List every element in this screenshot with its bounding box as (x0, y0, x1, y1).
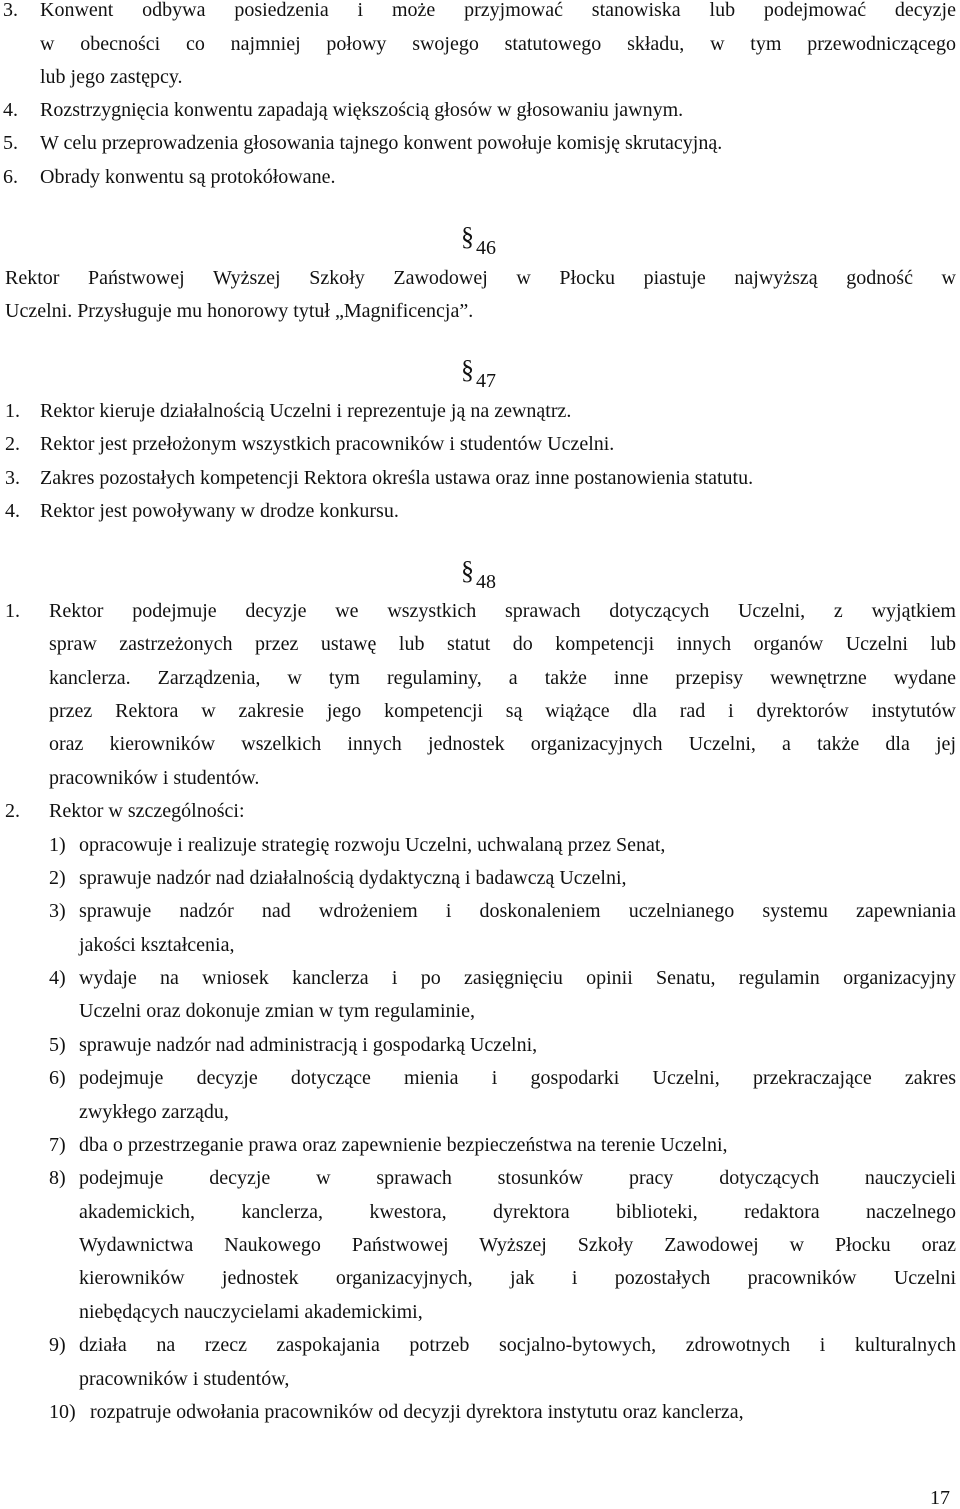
section-heading-47: § 47 (461, 355, 496, 392)
page-number: 17 (930, 1487, 950, 1509)
section-sign-icon: § (461, 556, 474, 585)
section-heading-46: § 46 (461, 222, 496, 259)
section-sign-icon: § (461, 355, 474, 384)
document-page: 3. Konwent odbywa posiedzenia i może przyjmować stanowiska lub podejmować decyzje w obecności co najmniej połowy swojego statutowego składu, w tym przewodniczącego lub jego zastępcy. 4. Rozstrzygnięcia konwentu zapadają większością głosów w głosowaniu jawnym. 5. W celu przeprowadzenia głosowania tajnego konwent powołuje komisję skrutacyjną. 6. Obrady konwentu są protokółowane. § 46 Rektor Państwowej Wyższej Szkoły Zawodowej w Płocku piastuje najwyższą godność w Uczelni. Przysługuje mu honorowy tytuł „Magnificencja”. § 47 1. Rektor kieruje działalnością Uczelni i reprezentuje ją na zewnątrz. 2. Rektor jest przełożonym wszystkich pracowników i studentów Uczelni. 3. Zakres pozostałych kompetencji Rektora określa ustawa oraz inne postanowienia statutu. 4. Rektor jest powoływany w drodze konkursu. § 48 1. Rektor podejmuje decyzje we wszystkich sprawach dotyczących Uczelni, z wyjątkiem spraw zastrzeżonych przez ustawę lub statut do kompetencji innych organów Uczelni lub kanclerza. Zarządzenia, w tym regulaminy, a także inne przepisy wewnętrzne wydane przez Rektora w zakresie jego kompetencji są wiążące dla rad i dyrektorów instytutów oraz kierowników wszelkich innych jednostek organizacyjnych Uczelni, a także dla jej pracowników i studentów. 2. Rektor w szczególności: 1) opracowuje i realizuje strategię rozwoju Uczelni, uchwalaną przez Senat, 2) sprawuje nadzór nad działalnością dydaktyczną i badawczą Uczelni, 3) sprawuje nadzór nad wdrożeniem i doskonaleniem uczelnianego systemu zapewniania jakości kształcenia, 4) wydaje na wniosek kanclerza i po zasięgnięciu opinii Senatu, regulamin organizacyjny Uczelni oraz dokonuje zmian w tym regulaminie, 5) sprawuje nadzór nad administracją i gospodarką Uczelni, 6) podejmuje decyzje dotyczące mienia i gospodarki Uczelni, przekraczające zakres zwykłego zarządu, 7) dba o przestrzeganie prawa oraz zapewnienie bezpieczeństwa na terenie Uczelni, 8) podejmuje decyzje w sprawach stosunków pracy dotyczących nauczycieli akademickich, kanclerza, kwestora, dyrektora biblioteki, redaktora naczelnego Wydawnictwa Naukowego Państwowej Wyższej Szkoły Zawodowej w Płocku oraz kierowników jednostek organizacyjnych, jak i pozostałych pracowników Uczelni niebędących nauczycielami akademickimi, 9) działa na rzecz zaspokajania potrzeb socjalno-bytowych, zdrowotnych i kulturalnych pracowników i studentów, 10) rozpatruje odwołania pracowników od decyzji dyrektora instytutu oraz kanclerza, 17 (3, 0, 956, 1509)
section-sign-icon: § (461, 222, 474, 251)
section-heading-48: § 48 (461, 556, 496, 593)
